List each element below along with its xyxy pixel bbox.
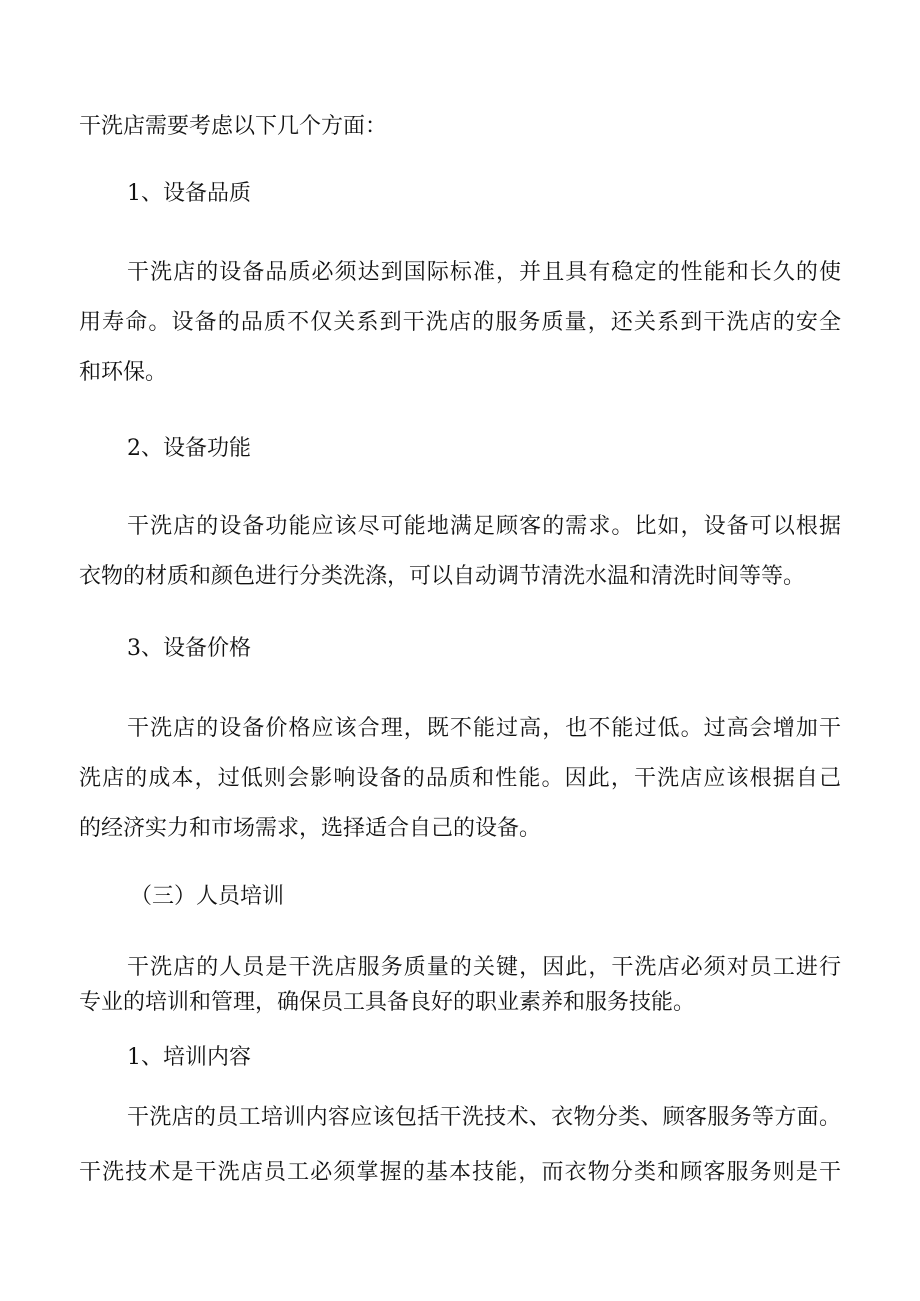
paragraph-line: 衣物的材质和颜色进行分类洗涤，可以自动调节清洗水温和清洗时间等等。 (79, 564, 806, 589)
subsection-heading-staff-training: （三）人员培训 (130, 884, 285, 909)
paragraph-line: 干洗店的设备价格应该合理，既不能过高，也不能过低。过高会增加干 (127, 716, 841, 741)
paragraph-line: 干洗店的员工培训内容应该包括干洗技术、衣物分类、顾客服务等方面。 (127, 1105, 841, 1130)
paragraph-line: 的经济实力和市场需求，选择适合自己的设备。 (79, 816, 542, 841)
paragraph-line: 和环保。 (79, 360, 168, 385)
section-heading-equipment-function: 2、设备功能 (127, 436, 251, 461)
section-heading-training-content: 1、培训内容 (127, 1045, 251, 1070)
intro-text: 干洗店需要考虑以下几个方面： (79, 114, 388, 139)
paragraph-line: 用寿命。设备的品质不仅关系到干洗店的服务质量，还关系到干洗店的安全 (79, 310, 841, 335)
section-heading-equipment-price: 3、设备价格 (127, 636, 251, 661)
paragraph-line: 干洗技术是干洗店员工必须掌握的基本技能，而衣物分类和顾客服务则是干 (79, 1160, 841, 1185)
paragraph-line: 干洗店的人员是干洗店服务质量的关键，因此，干洗店必须对员工进行 (127, 955, 841, 980)
section-heading-equipment-quality: 1、设备品质 (127, 181, 251, 206)
paragraph-line: 洗店的成本，过低则会影响设备的品质和性能。因此，干洗店应该根据自己 (79, 766, 841, 791)
paragraph-line: 干洗店的设备品质必须达到国际标准，并且具有稳定的性能和长久的使 (127, 260, 841, 285)
paragraph-line: 干洗店的设备功能应该尽可能地满足顾客的需求。比如，设备可以根据 (127, 514, 841, 539)
paragraph-line: 专业的培训和管理，确保员工具备良好的职业素养和服务技能。 (79, 990, 696, 1015)
